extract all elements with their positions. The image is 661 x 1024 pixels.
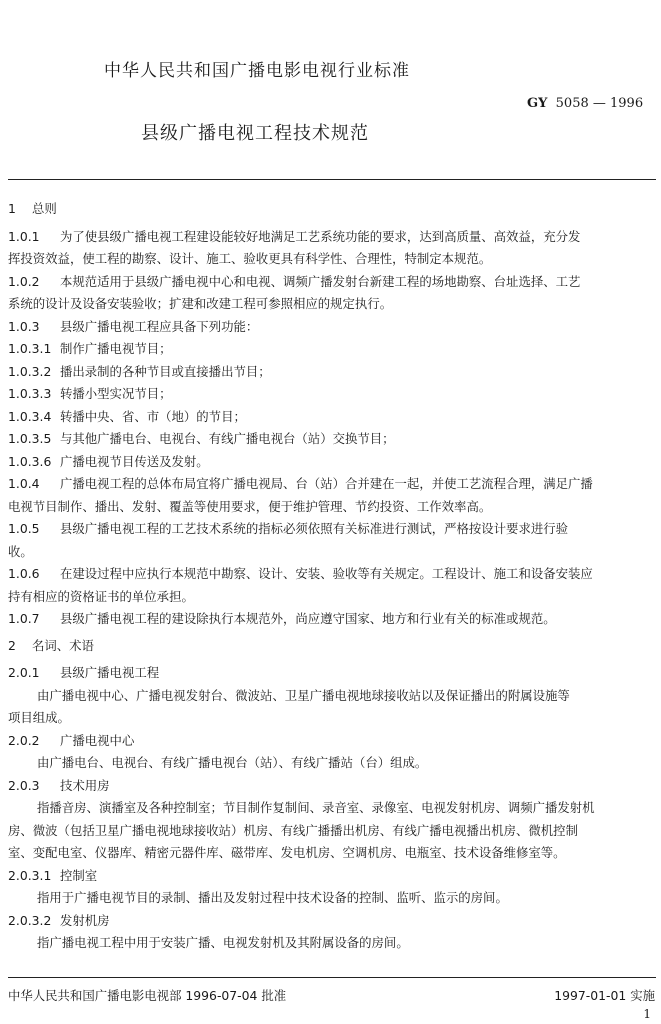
standard-code (527, 96, 643, 111)
clause-text: 项目组成。 (8, 710, 70, 725)
clause-text: 收。 (8, 543, 33, 559)
clause-text: 电视节目制作、播出、发射、覆盖等使用要求，便于维护管理、节约投资、工作效率高。 (8, 498, 492, 514)
clause-text: 由广播电台、电视台、有线广播电视台（站）、有线广播站（台）组成。 (37, 755, 428, 770)
clause-line (8, 473, 660, 496)
clause-text: 本规范适用于县级广播电视中心和电视、调频广播发射台新建工程的场地勘察、台址选择、工艺 (60, 273, 581, 289)
clause-line (8, 316, 660, 339)
continuation-line (8, 842, 660, 865)
clause-text: 县级广播电视工程 (60, 665, 160, 680)
clause-text: 指播音房、演播室及各种控制室；节目制作复制间、录音室、录像室、电视发射机房、调频广播发射机 (37, 800, 595, 815)
header-divider (8, 179, 656, 180)
clause-text: 广播电视工程的总体布局宜将广播电视局、台（站）合并建在一起，并使工艺流程合理，满足广播 (60, 476, 593, 491)
clause-number: 2.0.3.2 (8, 912, 52, 928)
clause-number: 2.0.1 (8, 665, 40, 680)
continuation-line (8, 707, 660, 730)
clause-text: 控制室 (60, 867, 98, 883)
clause-line (8, 730, 660, 753)
continuation-line (8, 293, 660, 316)
clause-number: 1.0.7 (8, 611, 40, 626)
clause-number: 1.0.3.1 (8, 341, 52, 356)
document-body (8, 198, 660, 955)
clause-line (8, 608, 660, 631)
clause-line (8, 361, 660, 384)
section-heading (8, 635, 660, 658)
continuation-line (8, 887, 660, 910)
clause-line (8, 563, 660, 586)
clause-line (8, 428, 660, 451)
continuation-line (8, 797, 660, 820)
clause-text: 为了使县级广播电视工程建设能较好地满足工艺系统功能的要求，达到高质量、高效益，充分发 (60, 228, 581, 244)
approval-note: 中华人民共和国广播电影电视部 1996-07-04 批准 (8, 988, 287, 1003)
standard-prefix: GY (527, 96, 548, 111)
clause-text: 房、微波（包括卫星广播电视地球接收站）机房、有线广播播出机房、有线广播电视播出机房、微机控制 (8, 822, 578, 838)
page-number: 1 (643, 1007, 651, 1021)
clause-text: 持有相应的资格证书的单位承担。 (8, 588, 194, 604)
continuation-line (8, 541, 660, 564)
clause-number: 1.0.6 (8, 566, 40, 581)
clause-number: 1.0.3.3 (8, 386, 52, 401)
clause-number: 1.0.5 (8, 521, 40, 536)
clause-text: 与其他广播电台、电视台、有线广播电视台（站）交换节目； (60, 431, 395, 446)
clause-line (8, 865, 660, 888)
clause-text: 总则 (32, 201, 57, 216)
clause-text: 指用于广播电视节目的录制、播出及发射过程中技术设备的控制、监听、监示的房间。 (37, 890, 508, 905)
clause-number: 1.0.3 (8, 318, 40, 334)
clause-text: 挥投资效益，使工程的勘察、设计、施工、验收更具有科学性、合理性，特制定本规范。 (8, 251, 492, 266)
clause-number: 1.0.2 (8, 273, 40, 289)
continuation-line (8, 685, 660, 708)
clause-number: 2.0.3 (8, 777, 40, 793)
clause-number: 2.0.2 (8, 732, 40, 748)
clause-text: 发射机房 (60, 912, 110, 928)
continuation-line (8, 752, 660, 775)
clause-number: 1.0.4 (8, 476, 40, 491)
clause-line (8, 775, 660, 798)
clause-number: 1.0.1 (8, 228, 40, 244)
clause-number: 2 (8, 637, 16, 653)
footer-divider (8, 977, 656, 978)
document-title: 县级广播电视工程技术规范 (141, 123, 369, 144)
continuation-line (8, 820, 660, 843)
clause-number: 1.0.3.4 (8, 408, 52, 424)
clause-line (8, 451, 660, 474)
clause-text: 室、变配电室、仪器库、精密元器件库、磁带库、发电机房、空调机房、电瓶室、技术设备维修室等。 (8, 845, 566, 860)
clause-number: 1.0.3.5 (8, 431, 52, 446)
clause-text: 转播中央、省、市（地）的节目； (60, 408, 246, 424)
section-heading (8, 198, 660, 221)
clause-line (8, 910, 660, 933)
continuation-line (8, 932, 660, 955)
clause-line (8, 662, 660, 685)
continuation-line (8, 496, 660, 519)
clause-text: 名词、术语 (32, 637, 94, 653)
clause-text: 广播电视中心 (60, 732, 135, 748)
clause-text: 在建设过程中应执行本规范中勘察、设计、安装、验收等有关规定。工程设计、施工和设备安装应 (60, 566, 593, 581)
clause-text: 县级广播电视工程的工艺技术系统的指标必须依照有关标准进行测试，严格按设计要求进行验 (60, 521, 569, 536)
clause-number: 1.0.3.6 (8, 453, 52, 469)
clause-text: 广播电视节目传送及发射。 (60, 453, 209, 469)
effective-date-note: 1997-01-01 实施 (554, 988, 655, 1003)
clause-number: 2.0.3.1 (8, 867, 52, 883)
clause-number: 1.0.3.2 (8, 363, 52, 379)
clause-text: 制作广播电视节目； (60, 341, 172, 356)
clause-text: 转播小型实况节目； (60, 386, 172, 401)
clause-text: 技术用房 (60, 777, 110, 793)
clause-number: 1 (8, 201, 16, 216)
clause-text: 系统的设计及设备安装验收；扩建和改建工程可参照相应的规定执行。 (8, 296, 393, 311)
issuing-authority-title: 中华人民共和国广播电影电视行业标准 (104, 61, 410, 81)
clause-line (8, 271, 660, 294)
continuation-line (8, 586, 660, 609)
clause-text: 播出录制的各种节目或直接播出节目； (60, 363, 271, 379)
clause-line (8, 518, 660, 541)
clause-text: 指广播电视工程中用于安装广播、电视发射机及其附属设备的房间。 (37, 935, 409, 950)
clause-line (8, 406, 660, 429)
clause-line (8, 338, 660, 361)
clause-line (8, 226, 660, 249)
continuation-line (8, 248, 660, 271)
clause-text: 县级广播电视工程应具备下列功能： (60, 318, 259, 334)
clause-text: 县级广播电视工程的建设除执行本规范外，尚应遵守国家、地方和行业有关的标准或规范。 (60, 611, 556, 626)
clause-line (8, 383, 660, 406)
clause-text: 由广播电视中心、广播电视发射台、微波站、卫星广播电视地球接收站以及保证播出的附属设施等 (37, 687, 570, 703)
standard-number: 5058 — 1996 (555, 96, 644, 111)
